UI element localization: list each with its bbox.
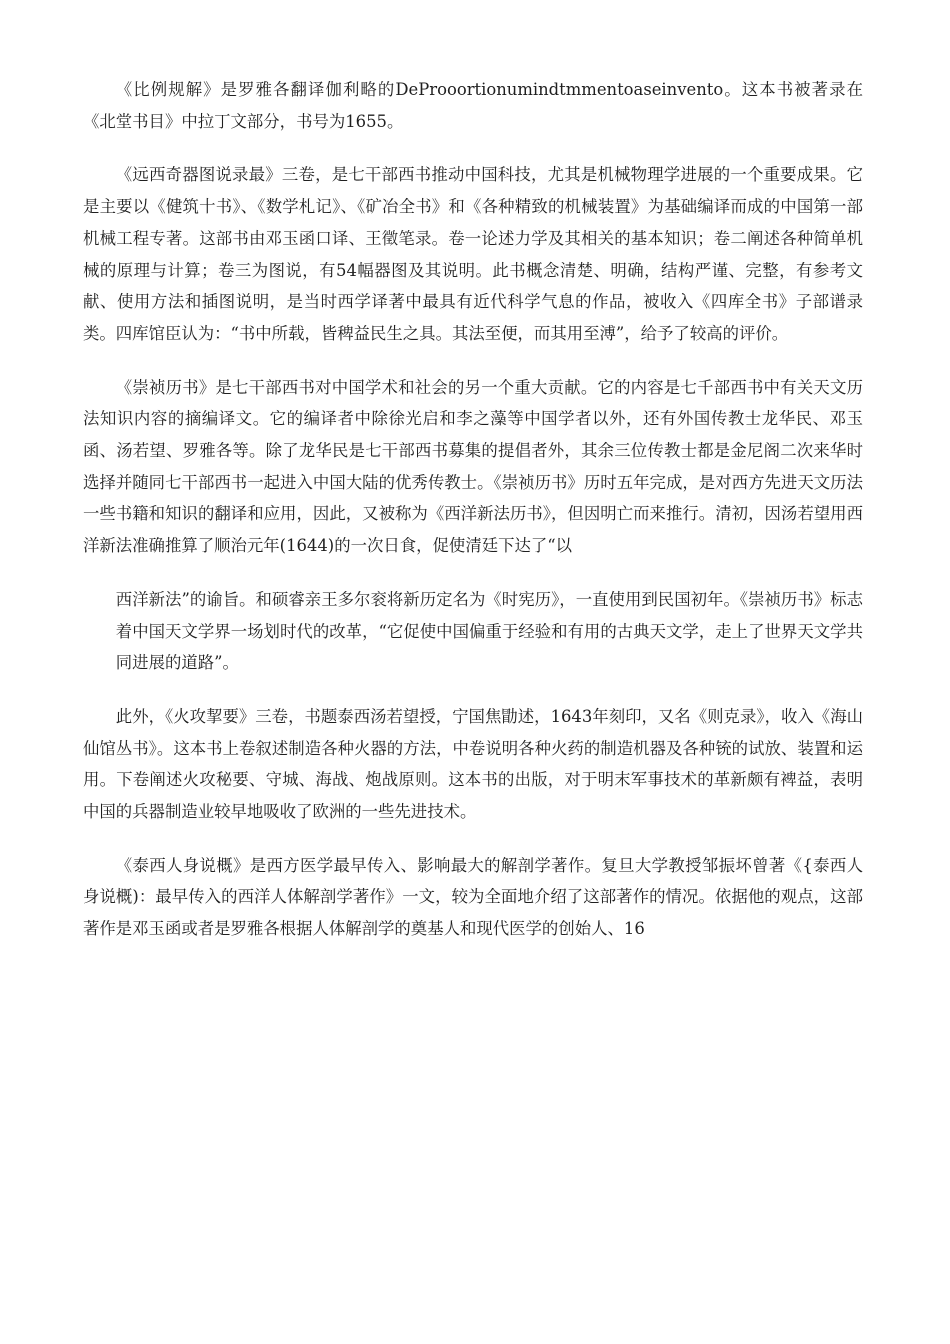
paragraph-yuanxi-qiqi: 《远西奇器图说录最》三卷，是七干部西书推动中国科技，尤其是机械物理学进展的一个重要成果。它是主要以《健筑十书》、《数学札记》、《矿冶全书》和《各种精致的机械装置》为基础编译而成的中国第一部机械工程专著。这部书由邓玉函口译、王徵笔录。卷一论述力学及其相关的基本知识；卷二阐述各种简单机械的原理与计算；卷三为图说，有54幅器图及其说明。此书概念清楚、明确，结构严谨、完整，有参考文献、使用方法和插图说明，是当时西学译著中最具有近代科学气息的作品，被收入《四库全书》子部谱录类。四库馆臣认为：“书中所载，皆稗益民生之具。其法至便，而其用至溥”，给予了较高的评价。 [83, 165, 863, 343]
paragraph-xiyang-xinfa: 西洋新法”的谕旨。和硕睿亲王多尔衮将新历定名为《时宪历》，一直使用到民国初年。《崇祯历书》标志着中国天文学界一场划时代的改革，“它促使中国偏重于经验和有用的古典天文学，走上了世界天文学共同进展的道路”。 [115, 589, 863, 673]
paragraph-taixi-renshen: 《泰西人身说概》是西方医学最早传入、影响最大的解剖学著作。复旦大学教授邹振坏曾著《{泰西人身说概)：最早传入的西洋人体解剖学著作》一文，较为全面地介绍了这部著作的情况。依据他的观点，这部著作是邓玉函或者是罗雅各根据人体解剖学的奠基人和现代医学的创始人、16 [83, 855, 863, 939]
document-page [83, 74, 863, 967]
paragraph-chongzhen-lishu: 《崇祯历书》是七干部西书对中国学术和社会的另一个重大贡献。它的内容是七千部西书中有关天文历法知识内容的摘编译文。它的编译者中除徐光启和李之藻等中国学者以外，还有外国传教士龙华民、邓玉函、汤若望、罗雅各等。除了龙华民是七干部西书募集的提倡者外，其余三位传教士都是金尼阁二次来华时选择并随同七干部西书一起进入中国大陆的优秀传教士。《崇祯历书》历时五年完成，是对西方先进天文历法一些书籍和知识的翻译和应用，因此，又被称为《西洋新法历书》，但因明亡而来推行。清初，因汤若望用西洋新法准确推算了顺治元年(1644)的一次日食，促使清廷下达了“以 [83, 377, 863, 556]
paragraph-bili-guijie: 《比例规解》是罗雅各翻译伽利略的DeProoortionumindtmmentoaseinvento。这本书被著录在《北堂书目》中拉丁文部分，书号为1655。 [83, 80, 863, 131]
paragraph-huogong-qieyao: 此外，《火攻挈要》三卷，书题泰西汤若望授，宁国焦勖述，1643年刻印，又名《则克录》，收入《海山仙馆丛书》。这本书上卷叙述制造各种火器的方法，中卷说明各种火药的制造机器及各种铳的试放、装置和运用。下卷阐述火攻秘要、守城、海战、炮战原则。这本书的出版，对于明末军事技术的革新颇有裨益，表明中国的兵器制造业较早地吸收了欧洲的一些先进技术。 [83, 706, 863, 822]
